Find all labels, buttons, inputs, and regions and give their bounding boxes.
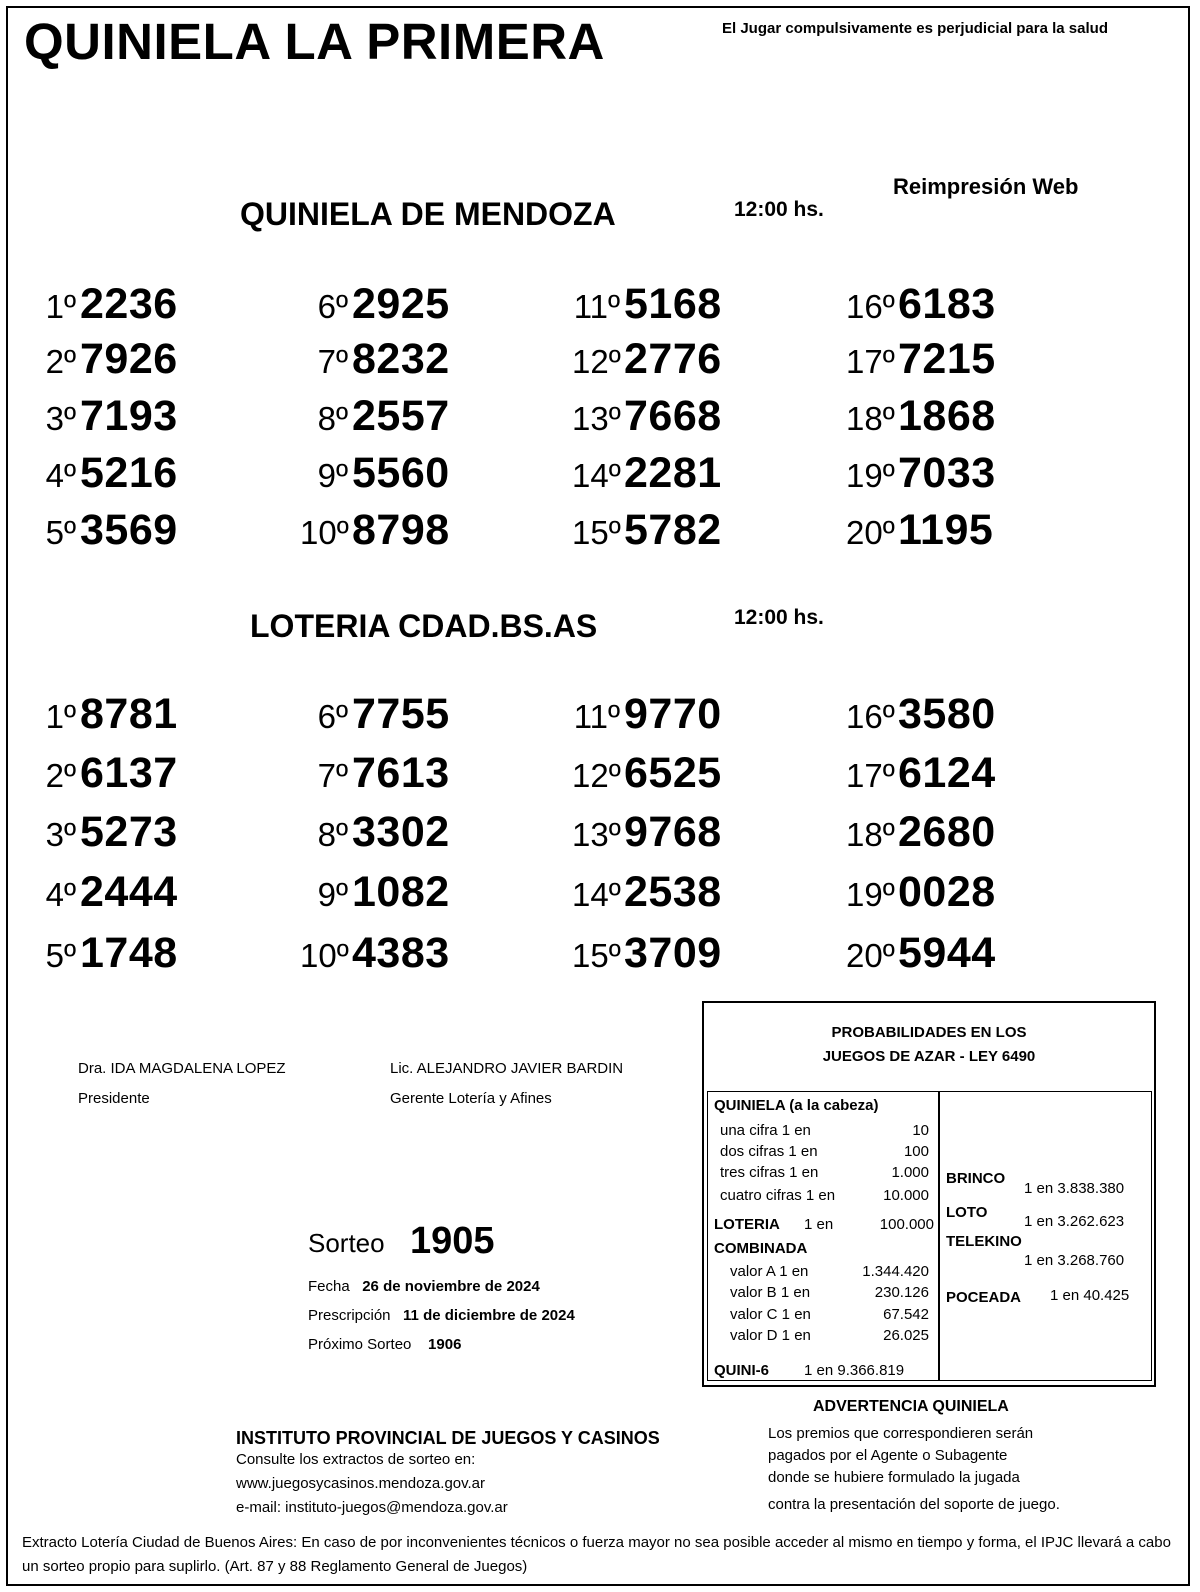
result-item: [572, 868, 722, 917]
fecha-label: Fecha: [308, 1278, 350, 1295]
result-number: 2776: [624, 335, 722, 383]
result-position: 15º: [572, 514, 621, 551]
prescripcion-label: Prescripción: [308, 1307, 391, 1324]
result-item: [572, 392, 722, 441]
result-position: 2º: [45, 757, 76, 794]
result-number: 5273: [80, 808, 178, 856]
result-item: [28, 506, 178, 555]
result-number: 2925: [352, 280, 450, 328]
proximo-value: 1906: [428, 1336, 462, 1353]
result-number: 8232: [352, 335, 450, 383]
result-item: [572, 449, 722, 498]
signature-1-name: Dra. IDA MAGDALENA LOPEZ: [78, 1060, 286, 1077]
brinco-prob-value: 1 en 3.838.380: [1024, 1180, 1125, 1197]
result-item: [846, 280, 996, 329]
reprint-label: Reimpresión Web: [893, 174, 1079, 199]
result-position: 14º: [572, 457, 621, 494]
result-item: [572, 808, 722, 857]
signature-1-role: Presidente: [78, 1090, 150, 1107]
result-item: [846, 808, 996, 857]
result-position: 5º: [45, 514, 76, 551]
prob-row-label: cuatro cifras 1 en: [720, 1187, 836, 1204]
result-item: [28, 449, 178, 498]
result-item: [28, 749, 178, 798]
result-item: [300, 868, 450, 917]
prescripcion-line: [308, 1307, 575, 1324]
proximo-label: Próximo Sorteo: [308, 1336, 412, 1353]
result-item: [572, 690, 722, 739]
result-item: [846, 929, 996, 978]
result-number: 2680: [898, 808, 996, 856]
result-item: [846, 690, 996, 739]
result-number: 3580: [898, 690, 996, 738]
section-title-loteria: LOTERIA CDAD.BS.AS: [250, 608, 598, 644]
sorteo-label: Sorteo: [308, 1228, 385, 1258]
result-number: 5782: [624, 506, 722, 554]
quini6-prob-label: QUINI-6: [714, 1362, 770, 1379]
result-item: [846, 449, 996, 498]
result-number: 0028: [898, 868, 996, 916]
result-item: [846, 392, 996, 441]
result-position: 7º: [317, 757, 348, 794]
poceada-prob-label: POCEADA: [946, 1289, 1022, 1306]
result-number: 3302: [352, 808, 450, 856]
prob-row-label: valor C 1 en: [730, 1306, 811, 1323]
result-number: 6525: [624, 749, 722, 797]
result-position: 15º: [572, 937, 621, 974]
prob-row-value: 230.126: [874, 1284, 929, 1301]
loto-prob-label: LOTO: [946, 1204, 988, 1221]
result-number: 5168: [624, 280, 722, 328]
result-number: 3569: [80, 506, 178, 554]
result-item: [300, 506, 450, 555]
result-item: [300, 690, 450, 739]
result-item: [846, 506, 993, 555]
result-number: 6183: [898, 280, 996, 328]
loto-prob-value: 1 en 3.262.623: [1024, 1213, 1125, 1230]
result-item: [28, 335, 178, 384]
result-position: 11º: [573, 698, 620, 735]
result-number: 6124: [898, 749, 996, 797]
prob-row-value: 26.025: [883, 1327, 929, 1344]
result-position: 14º: [572, 876, 621, 913]
result-item: [300, 392, 450, 441]
result-number: 2236: [80, 280, 178, 328]
result-number: 9770: [624, 690, 722, 738]
result-position: 9º: [317, 457, 348, 494]
result-number: 2538: [624, 868, 722, 916]
instituto-line-1: Consulte los extractos de sorteo en:: [236, 1451, 476, 1468]
result-item: [28, 808, 178, 857]
result-item: [300, 280, 450, 329]
result-item: [28, 690, 178, 739]
result-number: 8781: [80, 690, 178, 738]
quini6-prob-value: 1 en 9.366.819: [804, 1362, 905, 1379]
result-position: 18º: [846, 400, 895, 437]
result-number: 9768: [624, 808, 722, 856]
result-number: 7193: [80, 392, 178, 440]
result-item: [28, 392, 178, 441]
result-item: [28, 280, 178, 329]
prob-row-value: 67.542: [883, 1306, 929, 1323]
result-number: 7215: [898, 335, 996, 383]
advertencia-line-3: donde se hubiere formulado la jugada: [768, 1469, 1020, 1486]
instituto-website: www.juegosycasinos.mendoza.gov.ar: [236, 1475, 486, 1492]
probabilities-title-2: JUEGOS DE AZAR - LEY 6490: [822, 1048, 1036, 1065]
advertencia-line-2: pagados por el Agente o Subagente: [768, 1447, 1008, 1464]
signature-2-name: Lic. ALEJANDRO JAVIER BARDIN: [390, 1060, 624, 1077]
result-item: [572, 335, 722, 384]
result-position: 6º: [317, 288, 348, 325]
result-position: 17º: [846, 343, 895, 380]
result-number: 6137: [80, 749, 178, 797]
result-position: 2º: [45, 343, 76, 380]
instituto-title: INSTITUTO PROVINCIAL DE JUEGOS Y CASINOS: [236, 1428, 660, 1448]
result-position: 18º: [846, 816, 895, 853]
poceada-prob-value: 1 en 40.425: [1050, 1287, 1130, 1304]
result-position: 19º: [846, 876, 895, 913]
result-number: 7755: [352, 690, 450, 738]
prob-row-label: una cifra 1 en: [720, 1122, 811, 1139]
result-number: 4383: [352, 929, 450, 977]
loteria-prob-en: 1 en: [804, 1216, 834, 1233]
result-number: 1082: [352, 868, 450, 916]
prob-row-label: valor A 1 en: [730, 1263, 809, 1280]
result-number: 2444: [80, 868, 178, 916]
result-number: 7033: [898, 449, 996, 497]
fecha-value: 26 de noviembre de 2024: [362, 1278, 540, 1295]
combinada-prob-title: COMBINADA: [714, 1240, 808, 1257]
result-position: 16º: [846, 288, 895, 325]
loteria-prob-value: 100.000: [879, 1216, 934, 1233]
result-number: 2281: [624, 449, 722, 497]
result-position: 16º: [846, 698, 895, 735]
result-position: 20º: [846, 937, 895, 974]
result-position: 3º: [45, 816, 76, 853]
result-item: [572, 749, 722, 798]
result-position: 20º: [846, 514, 895, 551]
instituto-email: e-mail: instituto-juegos@mendoza.gov.ar: [236, 1499, 508, 1516]
result-item: [300, 929, 450, 978]
telekino-prob-value: 1 en 3.268.760: [1024, 1252, 1125, 1269]
result-number: 7926: [80, 335, 178, 383]
result-number: 7613: [352, 749, 450, 797]
result-position: 4º: [45, 876, 76, 913]
advertencia-line-1: Los premios que correspondieren serán: [768, 1425, 1034, 1442]
result-number: 1868: [898, 392, 996, 440]
probabilities-title-1: PROBABILIDADES EN LOS: [831, 1024, 1027, 1041]
result-position: 17º: [846, 757, 895, 794]
result-item: [846, 335, 996, 384]
prob-row-label: dos cifras 1 en: [720, 1143, 818, 1160]
result-position: 13º: [572, 816, 621, 853]
result-number: 7668: [624, 392, 722, 440]
result-item: [846, 868, 996, 917]
result-position: 8º: [317, 400, 348, 437]
proximo-line: [308, 1336, 461, 1353]
advertencia-title: ADVERTENCIA QUINIELA: [813, 1398, 1009, 1415]
result-item: [300, 749, 450, 798]
probabilities-divider: [938, 1091, 940, 1381]
result-item: [572, 280, 722, 329]
result-number: 1748: [80, 929, 178, 977]
result-position: 12º: [572, 757, 621, 794]
result-number: 5216: [80, 449, 178, 497]
page-title: QUINIELA LA PRIMERA: [24, 13, 605, 70]
quiniela-prob-title: QUINIELA (a la cabeza): [714, 1097, 879, 1114]
brinco-prob-label: BRINCO: [946, 1170, 1006, 1187]
result-position: 10º: [300, 937, 349, 974]
prescripcion-value: 11 de diciembre de 2024: [403, 1307, 575, 1324]
result-position: 1º: [45, 288, 76, 325]
section-title-mendoza: QUINIELA DE MENDOZA: [240, 196, 616, 232]
advertencia-line-4: contra la presentación del soporte de juego.: [768, 1496, 1060, 1513]
prob-row-label: valor D 1 en: [730, 1327, 811, 1344]
prob-row-value: 10: [912, 1122, 929, 1139]
prob-row-value: 100: [903, 1143, 929, 1160]
prob-row-label: tres cifras 1 en: [720, 1164, 819, 1181]
result-number: 5560: [352, 449, 450, 497]
result-item: [572, 506, 722, 555]
result-position: 9º: [317, 876, 348, 913]
result-number: 1195: [898, 506, 994, 554]
result-number: 8798: [352, 506, 450, 554]
prob-row-value: 10.000: [883, 1187, 929, 1204]
loteria-prob-label: LOTERIA: [714, 1216, 780, 1233]
result-item: [28, 929, 178, 978]
result-position: 7º: [317, 343, 348, 380]
result-position: 4º: [45, 457, 76, 494]
result-number: 5944: [898, 929, 996, 977]
signature-2-role: Gerente Lotería y Afines: [390, 1090, 552, 1107]
result-position: 11º: [573, 288, 620, 325]
result-item: [300, 335, 450, 384]
result-position: 8º: [317, 816, 348, 853]
result-position: 12º: [572, 343, 621, 380]
result-item: [28, 868, 178, 917]
result-position: 13º: [572, 400, 621, 437]
prob-row-label: valor B 1 en: [730, 1284, 811, 1301]
health-warning: El Jugar compulsivamente es perjudicial para la salud: [722, 20, 1108, 37]
result-item: [572, 929, 722, 978]
result-position: 6º: [317, 698, 348, 735]
result-position: 3º: [45, 400, 76, 437]
prob-row-value: 1.344.420: [862, 1263, 929, 1280]
result-number: 2557: [352, 392, 450, 440]
result-number: 3709: [624, 929, 722, 977]
result-position: 5º: [45, 937, 76, 974]
result-position: 19º: [846, 457, 895, 494]
result-item: [300, 449, 450, 498]
result-position: 1º: [45, 698, 76, 735]
telekino-prob-label: TELEKINO: [946, 1233, 1022, 1250]
section-time-mendoza: 12:00 hs.: [734, 198, 824, 221]
result-item: [300, 808, 450, 857]
result-position: 10º: [300, 514, 349, 551]
footer-note: Extracto Lotería Ciudad de Buenos Aires: En caso de por inconvenientes técnicos o fuerza mayor no sea posible acceder al mismo en tiempo y forma, el IPJC llevará a cabo un sorteo propio para suplirlo. (Art. 87 y 88 Reglamento General de Juegos): [22, 1534, 1171, 1575]
section-time-loteria: 12:00 hs.: [734, 606, 824, 629]
result-item: [846, 749, 996, 798]
fecha-line: [308, 1278, 540, 1295]
sorteo-number: 1905: [410, 1220, 495, 1262]
prob-row-value: 1.000: [891, 1164, 929, 1181]
